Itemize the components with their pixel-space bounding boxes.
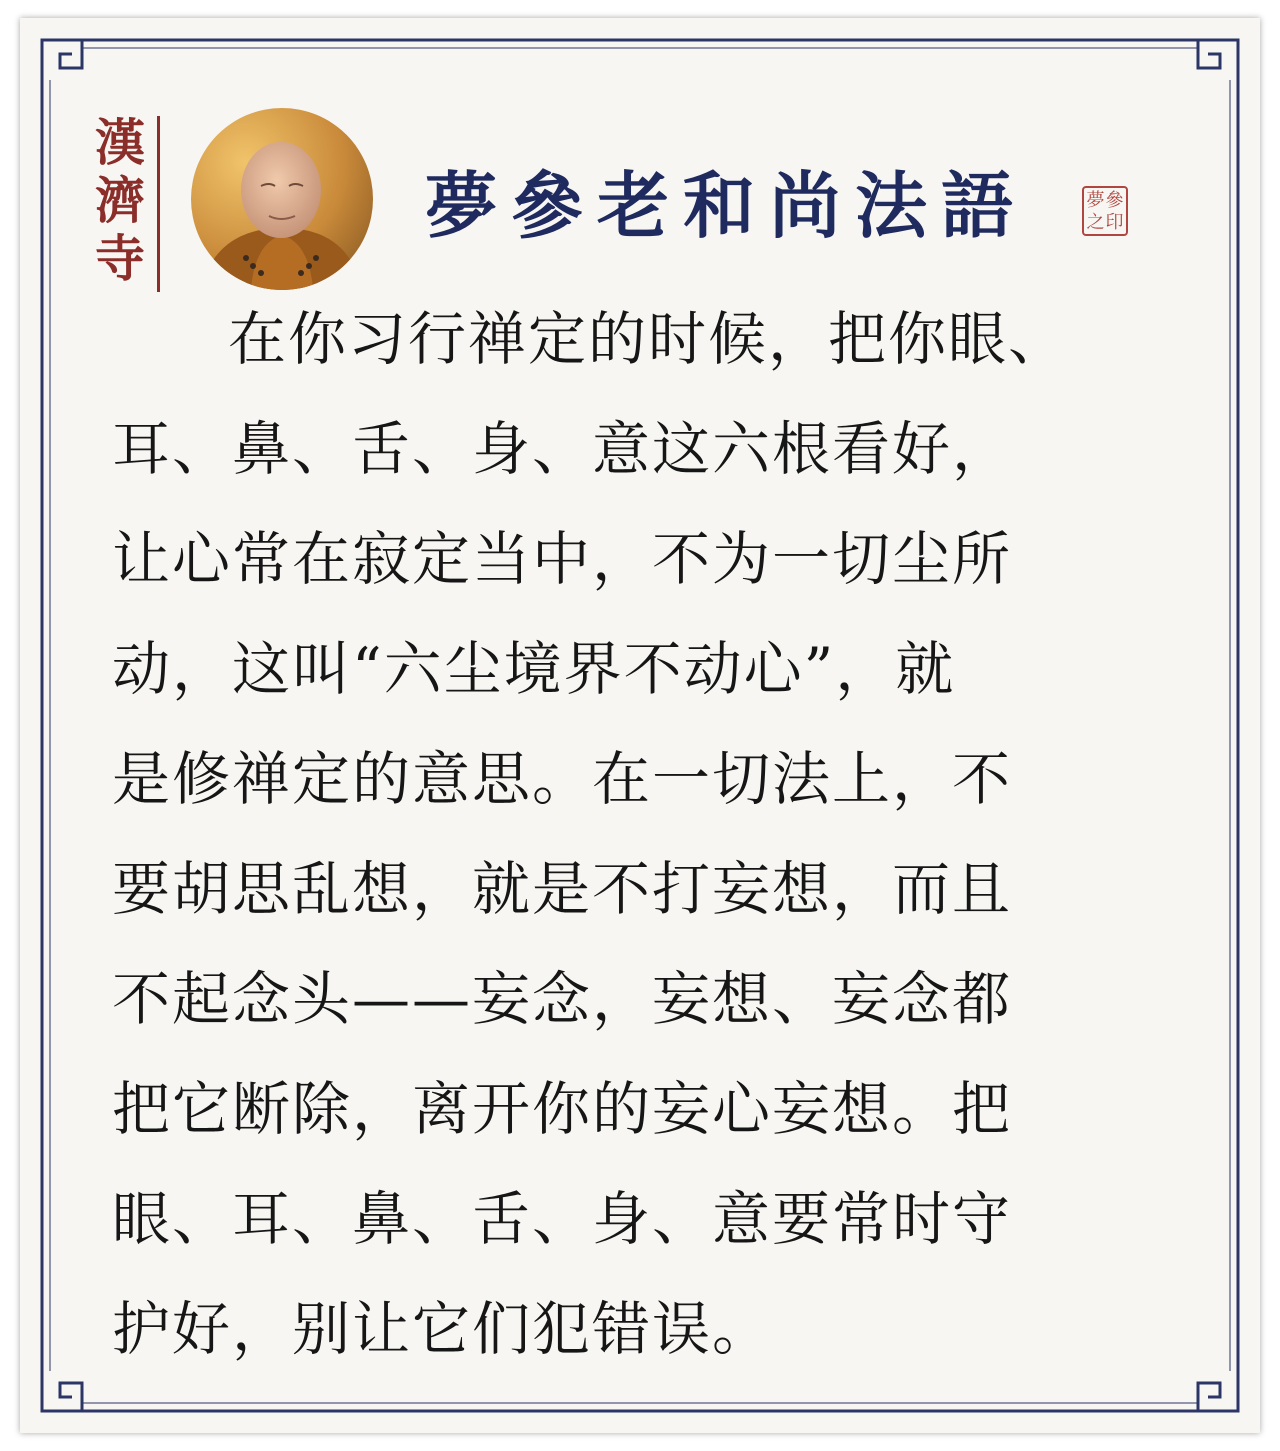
text-line: 耳、鼻、舌、身、意这六根看好， (112, 415, 1013, 483)
seal-char: 夢 (1086, 190, 1105, 211)
text-line: 护好，别让它们犯错误。 (112, 1295, 773, 1363)
text-line: 动，这叫“六尘境界不动心”，就 (112, 635, 956, 703)
temple-label-char: 寺 (95, 229, 145, 288)
seal-char: 印 (1105, 212, 1124, 233)
monk-portrait (191, 108, 373, 290)
text-line: 要胡思乱想，就是不打妄想，而且 (112, 855, 1013, 923)
text-line: 不起念头——妄念，妄想、妄念都 (112, 965, 1013, 1033)
temple-label (92, 114, 148, 288)
page-title: 夢參老和尚法語 (425, 163, 1028, 248)
text-line: 是修禅定的意思。在一切法上，不 (112, 745, 1013, 813)
text-line: 把它断除，离开你的妄心妄想。把 (112, 1075, 1013, 1143)
vertical-divider (157, 116, 160, 292)
seal-char: 參 (1105, 190, 1124, 211)
text-line: 让心常在寂定当中，不为一切尘所 (112, 525, 1013, 593)
text-line: 在你习行禅定的时候，把你眼、 (228, 305, 1069, 373)
temple-label-char: 濟 (95, 171, 145, 230)
dharma-talk-text (112, 284, 1172, 1384)
temple-label-char: 漢 (95, 113, 145, 172)
text-line: 眼、耳、鼻、舌、身、意要常时守 (112, 1185, 1013, 1253)
red-seal-stamp (1082, 186, 1128, 236)
seal-char: 之 (1086, 212, 1105, 233)
